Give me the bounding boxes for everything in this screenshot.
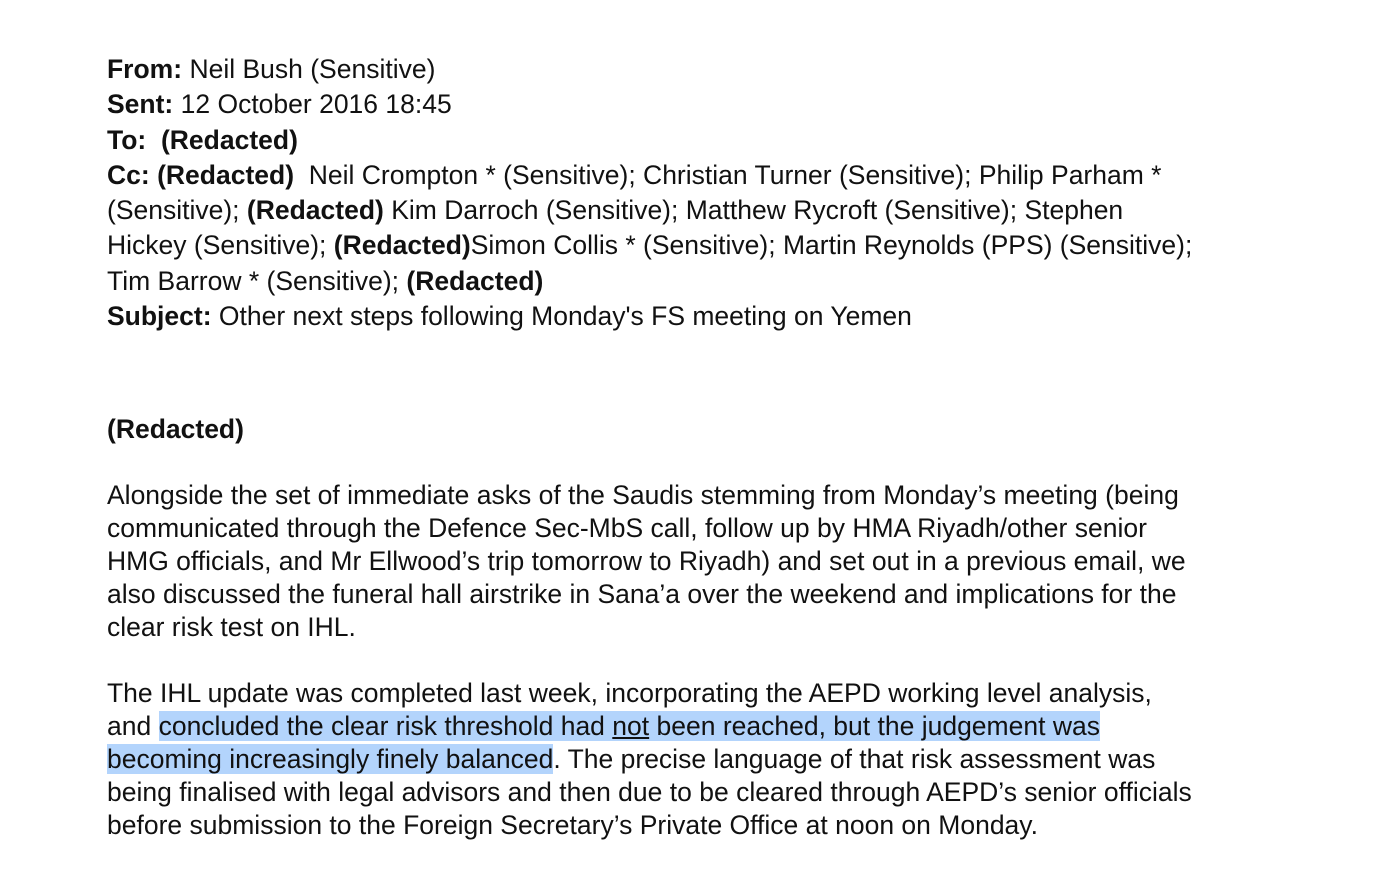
paragraph-line: clear risk test on IHL. [107,612,356,642]
sent-line [107,87,1192,122]
from-label: From: [107,54,183,84]
sent-label: Sent: [107,89,174,120]
paragraph-line [107,710,1192,743]
highlighted-text[interactable] [159,711,1100,741]
email-header [107,52,1192,334]
sent-value: 12 October 2016 18:45 [173,89,452,120]
recipient-text: (Sensitive); [107,195,247,226]
cc-line [107,193,1192,228]
recipient-text: Hickey (Sensitive); [107,230,334,261]
subject-label: Subject: [107,301,212,332]
text: . The precise language of that risk assessment was [553,744,1156,774]
to-label: To: [107,124,147,155]
redacted-marker: (Redacted) [246,195,384,226]
redacted-marker: (Redacted) [333,230,471,261]
to-line [107,123,1192,158]
to-value: (Redacted) [160,124,298,155]
redacted-marker: (Redacted) [406,265,544,296]
from-value: Neil Bush (Sensitive) [182,54,436,84]
cc-line [107,228,1192,263]
section-heading: (Redacted) [107,414,244,444]
from-line [107,52,1192,87]
cc-block [107,158,1192,299]
subject-line [107,299,1192,334]
highlighted-text[interactable]: becoming increasingly finely balanced [107,744,554,774]
redacted-marker: (Redacted) [157,159,295,190]
cc-line [107,264,1192,299]
paragraph-line: also discussed the funeral hall airstrike in Sana’a over the weekend and implications for the [107,579,1177,609]
subject-value: Other next steps following Monday's FS meeting on Yemen [211,301,912,332]
recipient-text: Neil Crompton * (Sensitive); Christian Turner (Sensitive); Philip Parham * [294,159,1162,190]
underlined-text: not [612,711,650,741]
paragraph-2 [107,677,1192,842]
paragraph-line: being finalised with legal advisors and then due to be cleared through AEPD’s senior officials [107,777,1192,807]
paragraph-line: before submission to the Foreign Secretary’s Private Office at noon on Monday. [107,810,1038,840]
recipient-text: Simon Collis * (Sensitive); Martin Reynolds (PPS) (Sensitive); [470,230,1193,261]
paragraph-1 [107,479,1186,644]
text: concluded the clear risk threshold had [158,711,613,741]
text: and [107,711,159,741]
section-heading-wrap [107,412,244,447]
cc-line [107,158,1192,193]
paragraph-line: Alongside the set of immediate asks of the Saudis stemming from Monday’s meeting (being [107,480,1179,510]
paragraph-line: The IHL update was completed last week, incorporating the AEPD working level analysis, [107,678,1152,708]
paragraph-line: HMG officials, and Mr Ellwood’s trip tomorrow to Riyadh) and set out in a previous email, we [107,546,1186,576]
text: been reached, but the judgement was [649,711,1100,741]
recipient-text: Tim Barrow * (Sensitive); [107,265,407,296]
paragraph-line [107,743,1192,776]
paragraph-line: communicated through the Defence Sec-MbS call, follow up by HMA Riyadh/other senior [107,513,1147,543]
cc-label: Cc: [107,159,150,190]
recipient-text: Kim Darroch (Sensitive); Matthew Rycroft (Sensitive); Stephen [383,195,1124,226]
